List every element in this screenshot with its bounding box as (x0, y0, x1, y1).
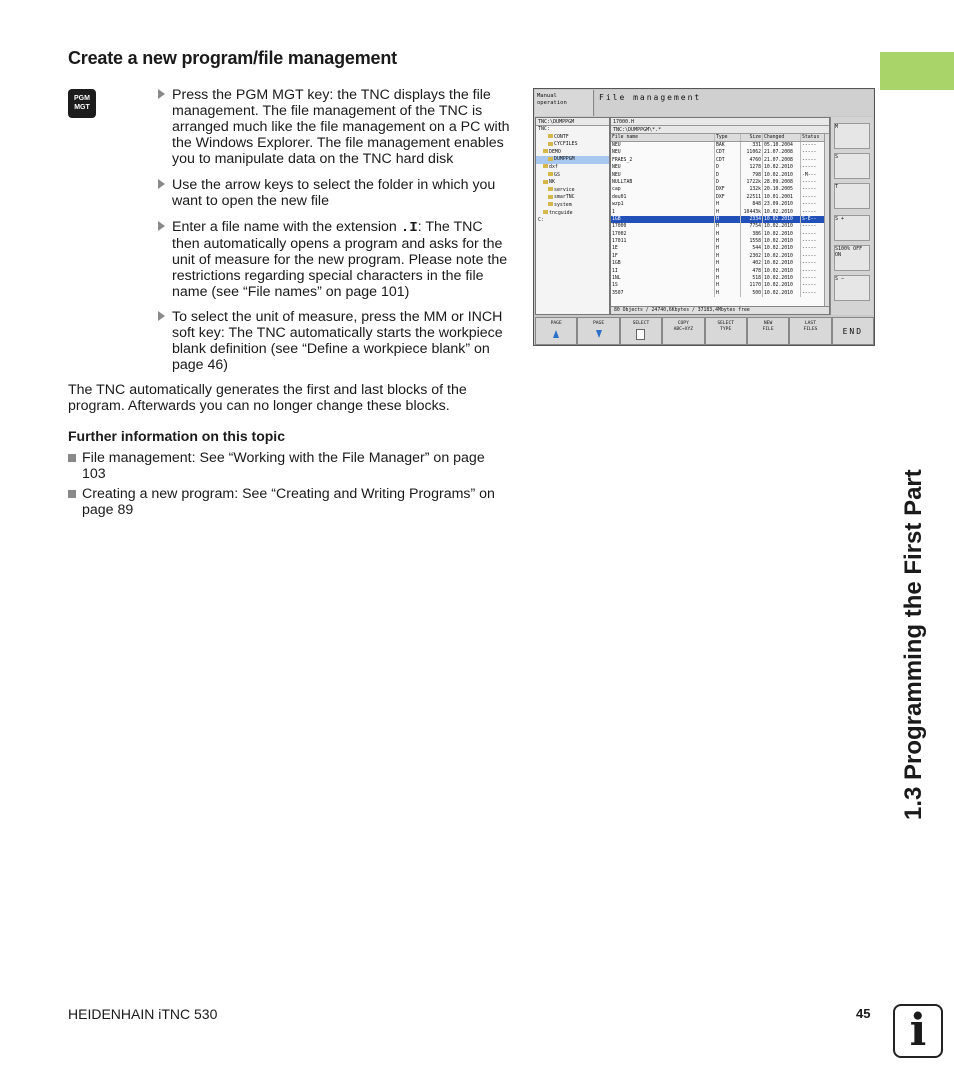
feed-minus-icon: S − (834, 275, 870, 301)
folder-icon (548, 195, 553, 199)
footer-product: HEIDENHAIN iTNC 530 (68, 1006, 218, 1022)
step-text: Use the arrow keys to select the folder in which you want to open the new file (172, 177, 496, 209)
document-icon (636, 329, 645, 340)
page-up-softkey[interactable]: PAGE (535, 317, 577, 345)
file-table (611, 142, 829, 297)
page-number: 45 (856, 1006, 871, 1021)
step-text: To select the unit of measure, press the MM or INCH soft key: The TNC automatically starts the workpiece blank definition (see “Define a workpiece blank” on page 46) (172, 309, 503, 373)
step-1 (158, 87, 512, 167)
folder-icon (548, 134, 553, 138)
step-arrow-icon (158, 221, 165, 231)
folder-tree-item[interactable]: GS (536, 172, 609, 180)
folder-tree-item[interactable]: C: (538, 217, 544, 224)
new-file-softkey[interactable]: NEW FILE (747, 317, 789, 345)
page-down-softkey[interactable]: PAGE (577, 317, 619, 345)
softkey-row (535, 317, 874, 345)
table-row[interactable]: cap DXF 132k 20.10.2005 ----- (611, 186, 829, 193)
step-arrow-icon (158, 89, 165, 99)
file-status-line: 80 Objects / 24740,6Kbytes / 37183,4Mbytes free (611, 306, 829, 314)
folder-tree-item[interactable]: dxf (536, 164, 609, 172)
folder-tree-item[interactable]: DUMPPGM (536, 156, 609, 164)
table-row[interactable]: 1NL H 518 10.02.2010 ----- (611, 275, 829, 282)
table-row[interactable]: wzp1 H 848 23.09.2010 ----- (611, 201, 829, 208)
folder-icon (543, 210, 548, 214)
select-softkey[interactable]: SELECT (620, 317, 662, 345)
further-info-heading: Further information on this topic (68, 428, 285, 444)
folder-tree-item[interactable]: DEMO (536, 149, 609, 157)
folder-icon (543, 149, 548, 153)
bullet-square-icon (68, 490, 76, 498)
step-4 (158, 309, 512, 373)
table-row[interactable]: 1GB H 402 10.02.2010 ----- (611, 260, 829, 267)
table-row[interactable]: 1E H 544 10.02.2010 ----- (611, 245, 829, 252)
table-row[interactable]: NEU D 1278 10.02.2010 ----- (611, 164, 829, 171)
current-file: 17000.H (611, 118, 829, 126)
tool-axis-icon: T (834, 183, 870, 209)
step-arrow-icon (158, 179, 165, 189)
table-row[interactable]: 3507 H 500 10.02.2010 ----- (611, 290, 829, 297)
table-row[interactable]: NEU CDT 11062 21.07.2008 ----- (611, 149, 829, 156)
table-row[interactable]: 17011 H 1558 10.02.2010 ----- (611, 238, 829, 245)
select-type-softkey[interactable]: SELECT TYPE (705, 317, 747, 345)
tnc-screenshot (533, 88, 875, 346)
copy-softkey[interactable]: COPY ABC→XYZ (662, 317, 704, 345)
folder-tree (536, 126, 609, 225)
file-list-scrollbar[interactable] (824, 134, 829, 306)
tool-icon: S (834, 153, 870, 179)
step-arrow-icon (158, 311, 165, 321)
folder-icon (543, 180, 548, 184)
step-text: Enter a file name with the extension .I: The TNC then automatically opens a program and asks for the unit of measure for the new program. Please note the restrictions regarding special characters in the file name (see “File names” on page 101) (172, 219, 508, 300)
table-row[interactable]: FRAES_2 CDT 4760 21.07.2008 ----- (611, 157, 829, 164)
override-indicator: S100% OFF ON (834, 245, 870, 271)
folder-tree-item[interactable]: CONTF (536, 134, 609, 142)
key-label-top: PGM (74, 95, 90, 102)
section-title: Create a new program/file management (68, 48, 397, 68)
folder-icon (548, 202, 553, 206)
folder-tree-item[interactable]: system (536, 202, 609, 210)
step-2 (158, 177, 512, 209)
machine-status-strip (830, 117, 873, 315)
pgm-mgt-key-icon (68, 89, 96, 118)
table-row[interactable]: 1F H 2302 10.02.2010 ----- (611, 253, 829, 260)
folder-icon (548, 142, 553, 146)
folder-tree-item[interactable]: CYCFILES (536, 141, 609, 149)
screen-title: File management (595, 90, 873, 116)
folder-icon (543, 164, 548, 168)
folder-tree-item[interactable]: NK (536, 179, 609, 187)
further-info-item: File management: See “Working with the File Manager” on page 103 (68, 450, 508, 482)
body-paragraph: The TNC automatically generates the first and last blocks of the program. Afterwards you can no longer change these blocks. (68, 382, 467, 414)
table-row[interactable]: 17002 H 386 10.02.2010 ----- (611, 231, 829, 238)
folder-path: TNC:\DUMPPGM (536, 118, 609, 126)
further-info-item: Creating a new program: See “Creating and Writing Programs” on page 89 (68, 486, 508, 518)
chapter-side-title: 1.3 Programming the First Part (900, 469, 927, 820)
step-3 (158, 219, 512, 300)
file-extension: .I (400, 220, 418, 236)
end-softkey[interactable]: END (832, 317, 874, 345)
folder-icon (548, 187, 553, 191)
table-row[interactable]: deu01 DXF 22511 10.01.2001 ----- (611, 194, 829, 201)
folder-icon (548, 157, 553, 161)
spindle-icon: M (834, 123, 870, 149)
table-row[interactable]: NEU D 798 10.02.2010 -M--- (611, 172, 829, 179)
folder-tree-item[interactable]: TNC: (538, 126, 550, 132)
folder-tree-item[interactable]: smarTNC (536, 194, 609, 202)
folder-tree-item[interactable]: service (536, 187, 609, 195)
mode-indicator: Manual operation (535, 90, 594, 116)
folder-icon (548, 172, 553, 176)
arrow-down-icon (596, 330, 602, 338)
table-row[interactable]: 1 H 10443k 10.02.2010 ----- (611, 209, 829, 216)
bullet-square-icon (68, 454, 76, 462)
info-icon: i (893, 1004, 943, 1058)
table-row[interactable]: NEU BAK 331 05.10.2004 ----- (611, 142, 829, 149)
step-text: Press the PGM MGT key: the TNC displays the file management. The file management of the TNC is arranged much like the file management on a PC with the Windows Explorer. The file management enables you to manipulate data on the TNC hard disk (172, 87, 510, 167)
file-table-header: File name Type Size Changed Status (611, 134, 829, 142)
table-row[interactable]: 1S H 1170 10.02.2010 ----- (611, 282, 829, 289)
arrow-up-icon (553, 330, 559, 338)
table-row[interactable]: 1GB H 2334 10.02.2010 S-E-- (611, 216, 829, 223)
table-row[interactable]: 17000 H 7754 10.02.2010 ----- (611, 223, 829, 230)
file-list-pane (610, 117, 830, 315)
folder-tree-item[interactable]: tncguide (536, 210, 609, 218)
feed-plus-icon: S + (834, 215, 870, 241)
table-row[interactable]: 1I H 478 10.02.2010 ----- (611, 268, 829, 275)
folder-tree-pane (535, 117, 610, 315)
table-row[interactable]: NULLTAB D 1722k 28.09.2008 ----- (611, 179, 829, 186)
file-filter: TNC:\DUMPPGM\*.* (611, 126, 829, 134)
key-label-bottom: MGT (74, 104, 90, 111)
last-files-softkey[interactable]: LAST FILES (789, 317, 831, 345)
